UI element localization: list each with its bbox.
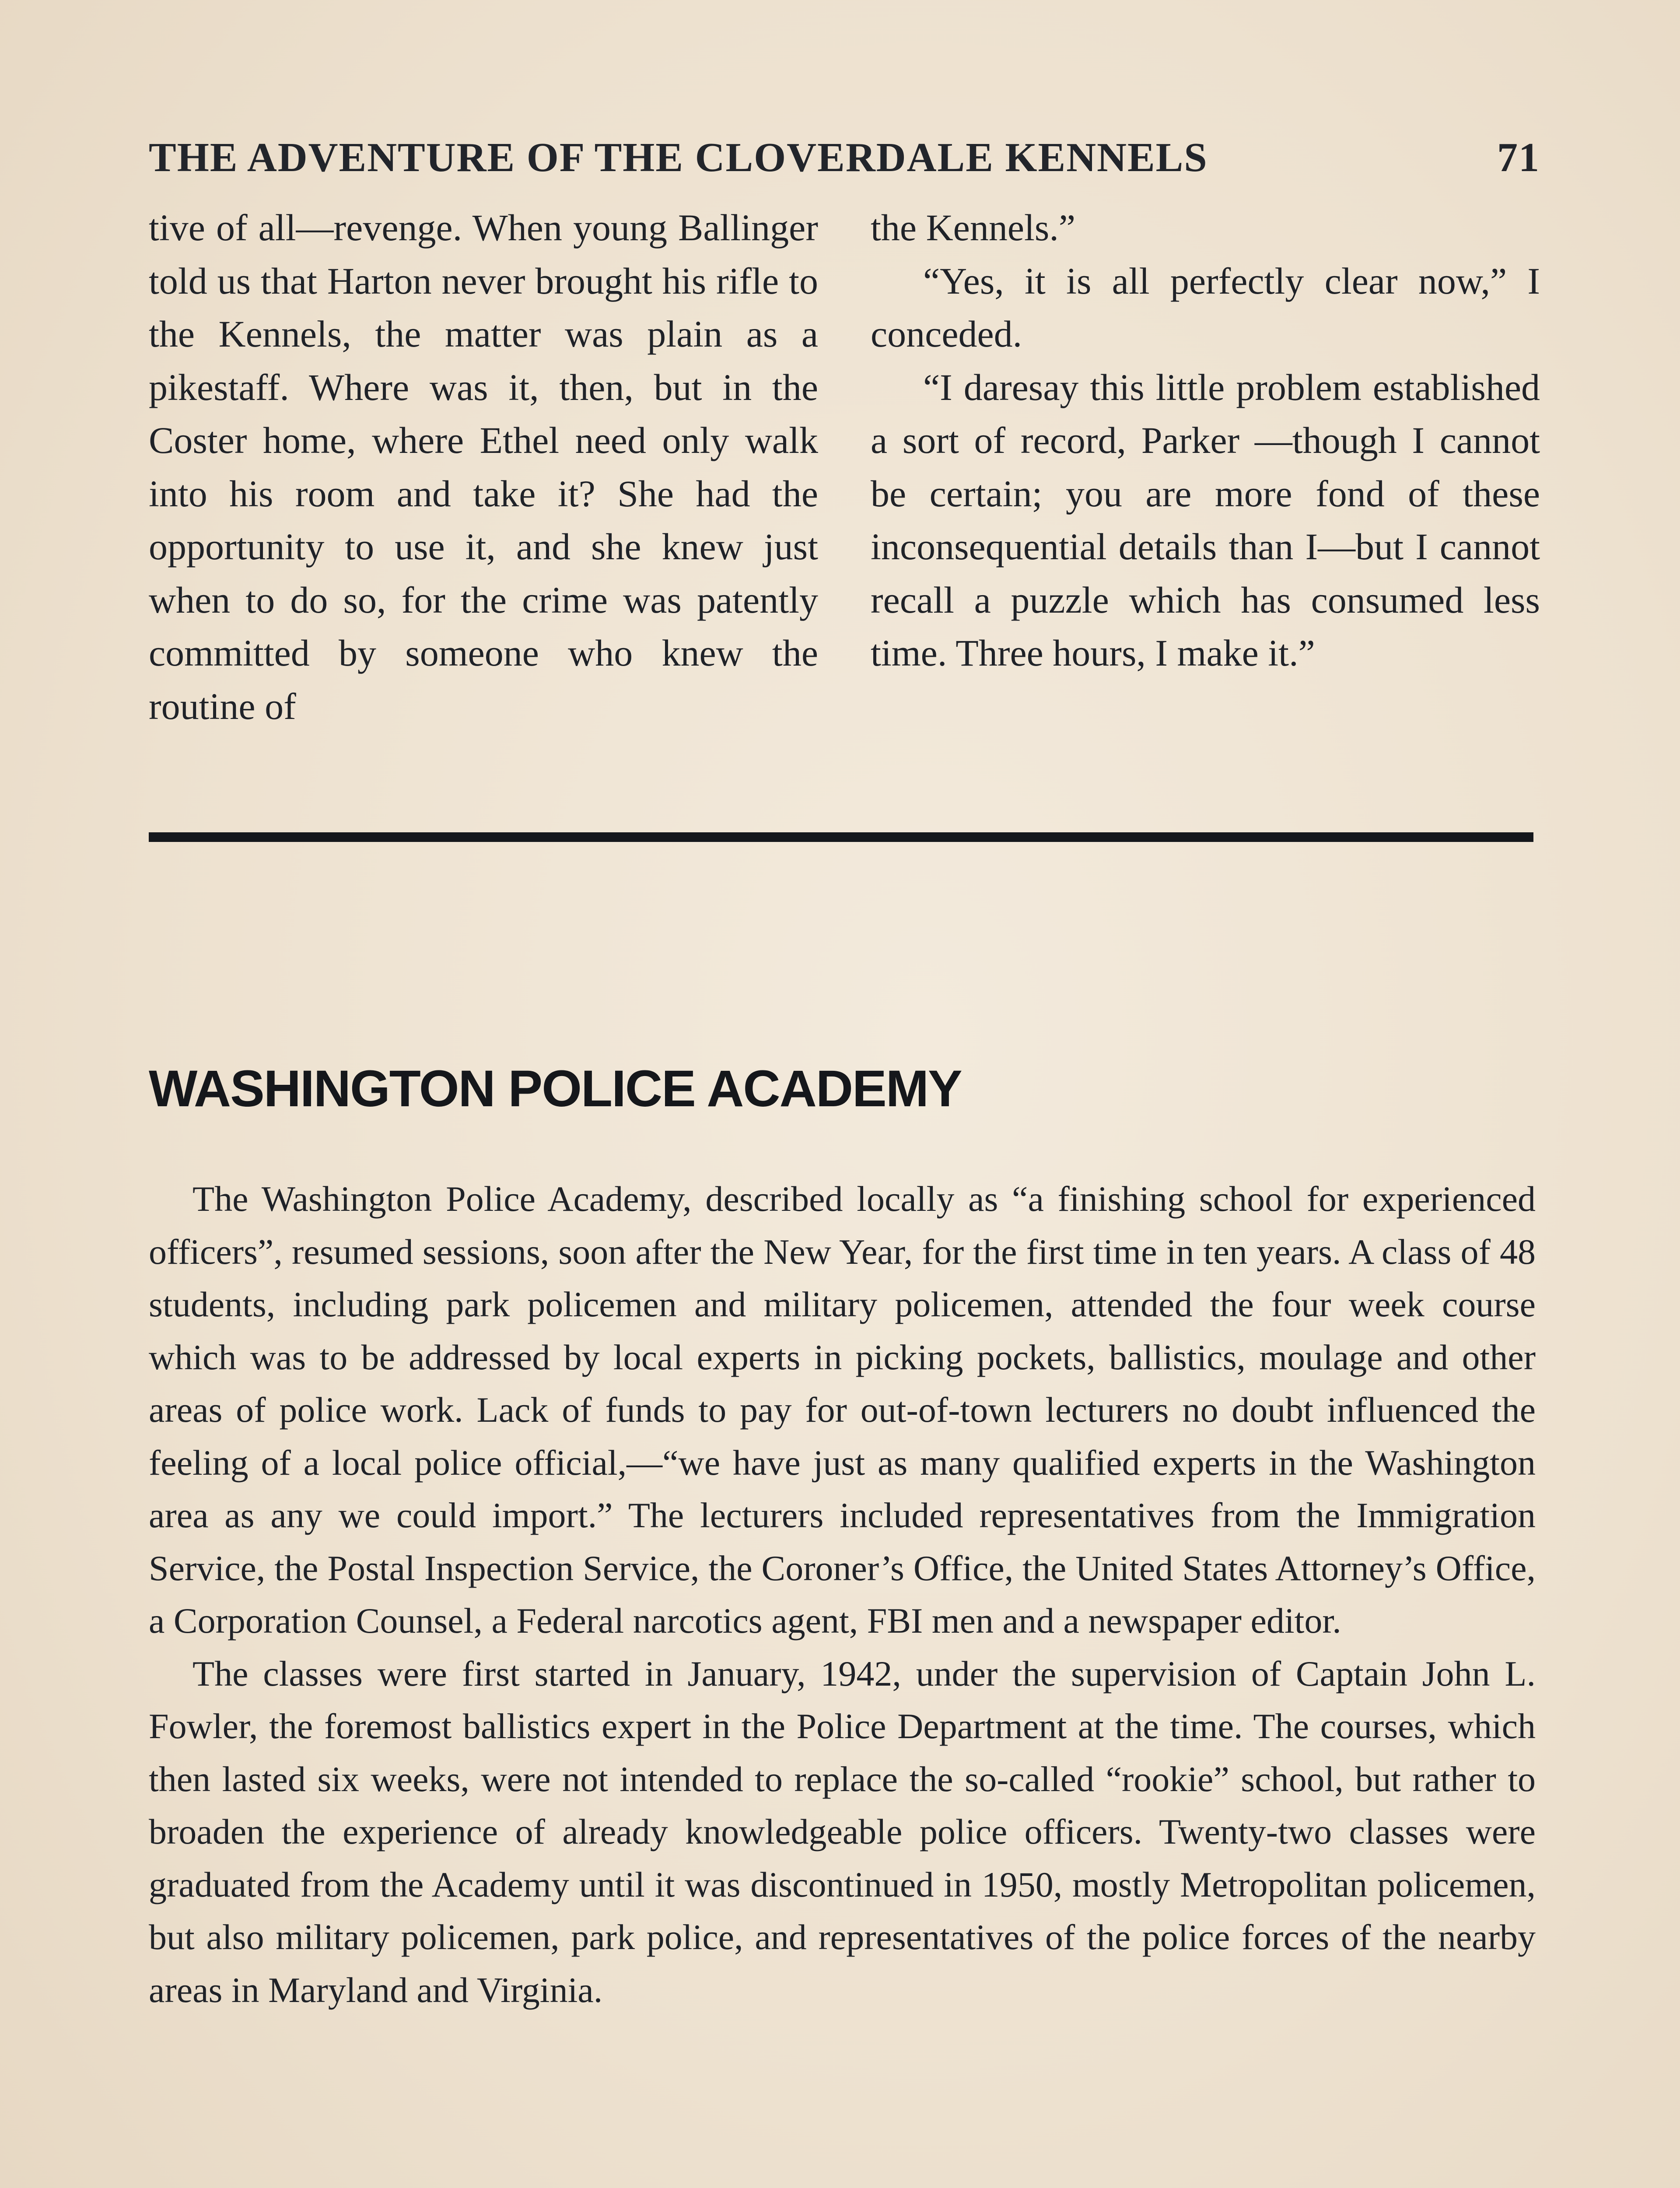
section-body bbox=[149, 1173, 1536, 2016]
section-divider bbox=[149, 832, 1533, 842]
body-paragraph-2: The classes were first started in January, 1942, under the supervision of Captain John L. Fowler, the foremost ballistics expert in the Police Department at the time. The courses, which then lasted six weeks, were not intended to replace the so-called “rookie” school, but rather to broaden the experience of already knowledgeable police officers. Twenty-two classes were graduated from the Academy until it was discontinued in 1950, mostly Metropolitan policemen, but also military policemen, park police, and representatives of the police forces of the nearby areas in Maryland and Virginia. bbox=[149, 1653, 1536, 2010]
two-column-text bbox=[149, 201, 1540, 733]
left-column bbox=[149, 201, 818, 733]
running-header bbox=[149, 127, 1540, 188]
page-number: 71 bbox=[1497, 135, 1540, 180]
running-title: THE ADVENTURE OF THE CLOVERDALE KENNELS bbox=[149, 135, 1208, 180]
right-column bbox=[871, 201, 1540, 733]
left-paragraph-1: tive of all—revenge. When young Ballinger told us that Harton never brought his rifle to the Kennels, the matter was plain as a pikestaff. Where was it, then, but in the Coster home, where Ethel need only walk into his room and take it? She had the opportunity to use it, and she knew just when to do so, for the crime was patently committed by someone who knew the routine of bbox=[149, 207, 818, 727]
right-paragraph-2: “Yes, it is all perfectly clear now,” I conceded. bbox=[871, 259, 1540, 355]
right-paragraph-1: the Kennels.” bbox=[871, 207, 1076, 249]
right-paragraph-3: “I daresay this little problem established a sort of record, Parker —though I cannot be certain; you are more fond of these inconsequential details than I—but I cannot recall a puzzle which has consumed less time. Three hours, I make it.” bbox=[871, 366, 1540, 674]
body-paragraph-1: The Washington Police Academy, described locally as “a finishing school for experienced officers”, resumed sessions, soon after the New Year, for the first time in ten years. A class of 48 students, including park policemen and military policemen, attended the four week course which was to be addressed by local experts in picking pockets, ballistics, moulage and other areas of police work. Lack of funds to pay for out-of-town lecturers no doubt influenced the feeling of a local police official,—“we have just as many qualified experts in the Washington area as any we could import.” The lecturers included representatives from the Immigration Service, the Postal Inspection Service, the Coroner’s Office, the United States Attorney’s Office, a Corporation Counsel, a Federal narcotics agent, FBI men and a newspaper editor. bbox=[149, 1179, 1536, 1641]
section-title: WASHINGTON POLICE ACADEMY bbox=[149, 1060, 962, 1118]
